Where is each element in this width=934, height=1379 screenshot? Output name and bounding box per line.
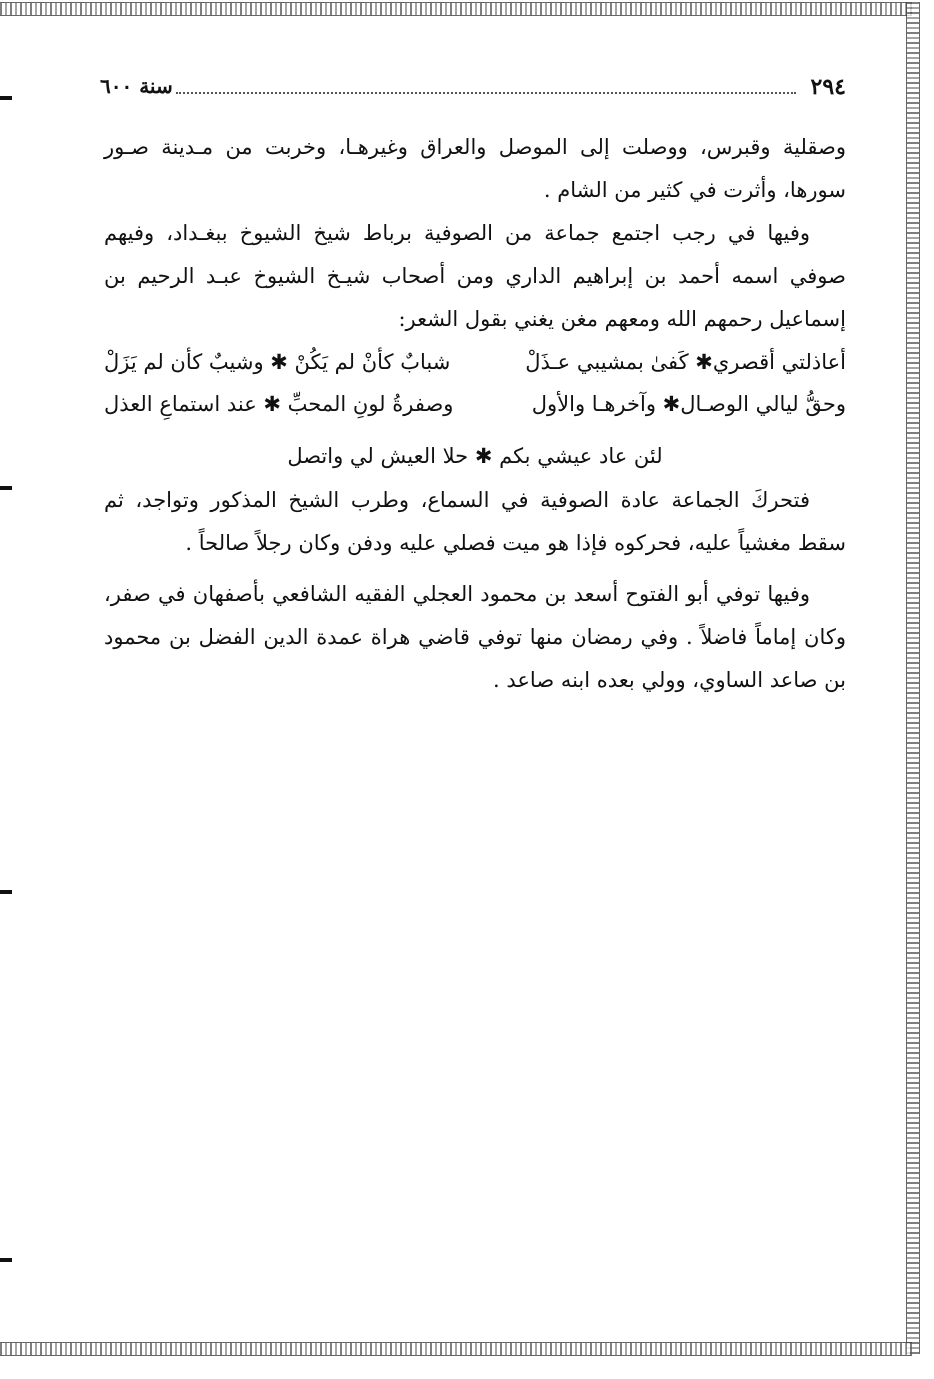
binding-mark bbox=[0, 890, 12, 894]
hemistich-second: وصفرةُ لونِ المحبِّ ✱ عند استماعِ العذل bbox=[104, 392, 454, 416]
poem bbox=[104, 341, 846, 479]
running-header bbox=[100, 74, 846, 104]
paragraph: فتحركَ الجماعة عادة الصوفية في السماع، وطرب الشيخ المذكور وتواجد، ثم سقط مغشياً عليه، فحركوه فإذا هو ميت فصلي عليه ودفن وكان رجلاً صالحاً . bbox=[104, 488, 846, 555]
binding-mark bbox=[0, 96, 12, 100]
binding-mark bbox=[0, 1258, 12, 1262]
hemistich-first: أعاذلتي أقصري✱ كَفىٰ بمشيبي عـذَلْ bbox=[525, 350, 846, 374]
paragraph: وفيها في رجب اجتمع جماعة من الصوفية برباط شيخ الشيوخ ببغـداد، وفيهم صوفي اسمه أحمد بن إبراهيم الداري ومن أصحاب شيـخ الشيوخ عبـد الرحيم بن إسماعيل رحمهم الله ومعهم مغن يغني بقول الشعر: bbox=[104, 221, 846, 331]
poem-verse bbox=[104, 383, 846, 425]
running-title: سنة ٦٠٠ bbox=[100, 74, 173, 98]
page-border-top bbox=[0, 2, 912, 16]
page-number: ٢٩٤ bbox=[810, 74, 846, 100]
page-body bbox=[104, 126, 846, 702]
binding-mark bbox=[0, 486, 12, 490]
paragraph: وصقلية وقبرس، ووصلت إلى الموصل والعراق وغيرهـا، وخربت من مـدينة صـور سورها، وأثرت في كثير من الشام . bbox=[104, 135, 846, 202]
page-border-right bbox=[906, 2, 920, 1354]
hemistich-second: شبابٌ كأنْ لم يَكُنْ ✱ وشيبٌ كأن لم يَزَلْ bbox=[104, 350, 451, 374]
paragraph: وفيها توفي أبو الفتوح أسعد بن محمود العجلي الفقيه الشافعي بأصفهان في صفر، وكان إماماً فاضلاً . وفي رمضان منها توفي قاضي هراة عمدة الدين الفضل بن محمود بن صاعد الساوي، وولي بعده ابنه صاعد . bbox=[104, 582, 846, 692]
poem-verse bbox=[104, 341, 846, 383]
header-leader-dots bbox=[176, 92, 796, 94]
page-border-bottom bbox=[0, 1342, 912, 1356]
poem-final-line: لئن عاد عيشي بكم ✱ حلا العيش لي واتصل bbox=[287, 444, 663, 468]
hemistich-first: وحقُّ ليالي الوصـال✱ وآخرهـا والأول bbox=[531, 392, 846, 416]
